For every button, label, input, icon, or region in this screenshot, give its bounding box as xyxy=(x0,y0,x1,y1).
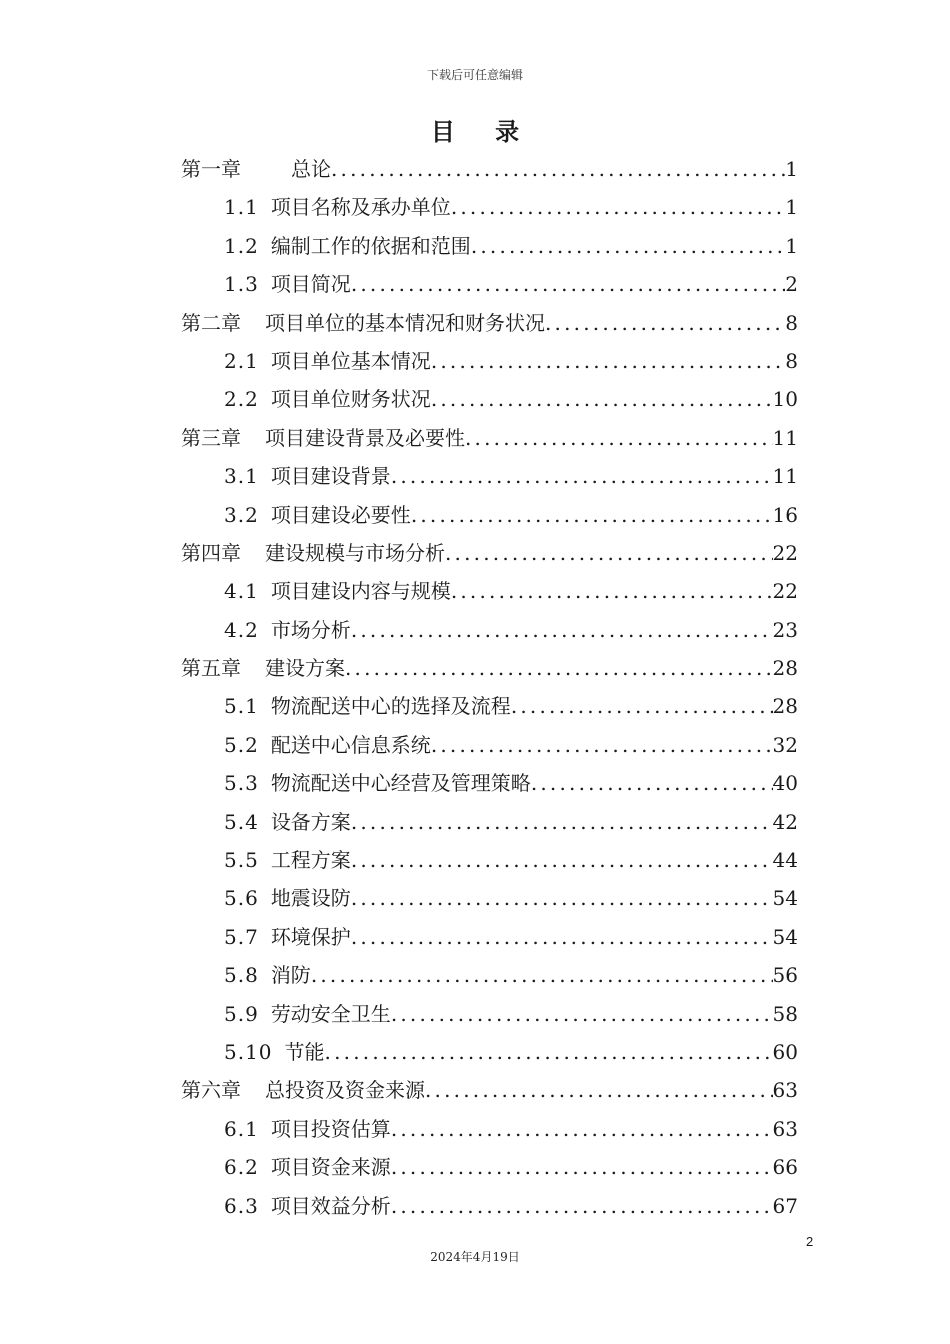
toc-entry-number: 5.9 xyxy=(224,1001,259,1026)
toc-section-entry[interactable] xyxy=(181,726,798,764)
toc-entry-title: 配送中心信息系统 xyxy=(270,732,431,757)
toc-leader-dots xyxy=(531,764,773,802)
toc-section-entry[interactable] xyxy=(181,1187,798,1225)
toc-entry-number: 第二章 xyxy=(181,310,241,335)
toc-entry-label xyxy=(224,1033,325,1071)
toc-entry-label xyxy=(181,1071,425,1109)
toc-page-number: 8 xyxy=(785,348,798,373)
toc-leader-dots xyxy=(445,534,773,572)
toc-section-entry[interactable] xyxy=(181,956,798,994)
toc-page-number: 10 xyxy=(772,387,798,412)
table-of-contents xyxy=(181,150,798,1225)
toc-entry-title: 环境保护 xyxy=(270,924,351,949)
toc-leader-dots xyxy=(351,879,773,917)
toc-entry-label xyxy=(224,956,311,994)
toc-page-number: 1 xyxy=(785,233,798,258)
toc-entry-number: 6.3 xyxy=(224,1193,259,1218)
toc-leader-dots xyxy=(351,803,773,841)
toc-entry-title: 项目单位财务状况 xyxy=(270,387,431,412)
toc-entry-title: 工程方案 xyxy=(270,848,351,873)
toc-entry-label xyxy=(224,687,511,725)
toc-section-entry[interactable] xyxy=(181,764,798,802)
toc-entry-number: 4.2 xyxy=(224,617,259,642)
toc-entry-label xyxy=(224,726,431,764)
toc-entry-number: 5.3 xyxy=(224,771,259,796)
toc-entry-label xyxy=(224,1187,391,1225)
footer-date: 2024年4月19日 xyxy=(430,1250,520,1264)
toc-section-entry[interactable] xyxy=(181,1033,798,1071)
toc-entry-title: 项目资金来源 xyxy=(270,1155,391,1180)
toc-leader-dots xyxy=(471,227,785,265)
toc-entry-label xyxy=(224,265,351,303)
toc-entry-number: 第四章 xyxy=(181,540,241,565)
toc-entry-number: 5.10 xyxy=(224,1039,273,1064)
toc-leader-dots xyxy=(391,1148,773,1186)
toc-entry-title: 物流配送中心的选择及流程 xyxy=(270,694,511,719)
toc-entry-title: 建设方案 xyxy=(265,656,345,681)
toc-page-number: 16 xyxy=(772,502,798,527)
toc-page-number: 60 xyxy=(772,1039,798,1064)
toc-page-number: 54 xyxy=(772,924,798,949)
toc-entry-title: 总论 xyxy=(291,157,331,181)
toc-entry-number: 第五章 xyxy=(181,656,241,681)
toc-entry-title: 项目效益分析 xyxy=(270,1193,391,1218)
toc-section-entry[interactable] xyxy=(181,227,798,265)
toc-leader-dots xyxy=(431,380,773,418)
toc-entry-title: 地震设防 xyxy=(270,886,351,911)
toc-entry-title: 物流配送中心经营及管理策略 xyxy=(270,771,531,796)
toc-entry-label xyxy=(224,764,531,802)
toc-entry-label xyxy=(181,419,465,457)
toc-entry-title: 总投资及资金来源 xyxy=(265,1078,425,1103)
toc-page-number: 54 xyxy=(772,886,798,911)
toc-entry-title: 建设规模与市场分析 xyxy=(265,540,445,565)
toc-entry-title: 项目单位基本情况 xyxy=(270,348,431,373)
toc-page-number: 22 xyxy=(772,579,798,604)
toc-page-number: 56 xyxy=(772,963,798,988)
toc-leader-dots xyxy=(351,265,785,303)
toc-entry-title: 项目建设内容与规模 xyxy=(270,579,451,604)
toc-entry-label xyxy=(224,995,391,1033)
toc-section-entry[interactable] xyxy=(181,188,798,226)
toc-entry-number: 2.2 xyxy=(224,387,259,412)
toc-entry-title: 市场分析 xyxy=(270,617,351,642)
toc-leader-dots xyxy=(425,1071,773,1109)
toc-entry-number: 4.1 xyxy=(224,579,259,604)
toc-entry-title: 项目建设背景及必要性 xyxy=(265,425,465,450)
toc-entry-label xyxy=(224,841,351,879)
toc-entry-label xyxy=(181,150,331,188)
toc-chapter-entry[interactable] xyxy=(181,649,798,687)
toc-section-entry[interactable] xyxy=(181,1110,798,1148)
toc-page-number: 11 xyxy=(772,425,798,450)
toc-entry-title: 节能 xyxy=(284,1039,325,1064)
toc-page-number: 8 xyxy=(785,310,798,335)
toc-section-entry[interactable] xyxy=(181,380,798,418)
toc-leader-dots xyxy=(411,496,773,534)
toc-section-entry[interactable] xyxy=(181,611,798,649)
toc-leader-dots xyxy=(451,572,773,610)
toc-entry-number: 第一章 xyxy=(181,157,241,181)
toc-entry-label xyxy=(224,188,451,226)
toc-page-number: 44 xyxy=(772,848,798,873)
toc-entry-number: 5.7 xyxy=(224,924,259,949)
toc-page-number: 63 xyxy=(772,1116,798,1141)
toc-entry-label xyxy=(181,304,545,342)
toc-page-number: 1 xyxy=(785,195,798,220)
toc-entry-label xyxy=(181,649,345,687)
toc-chapter-entry[interactable] xyxy=(181,304,798,342)
toc-chapter-entry[interactable] xyxy=(181,1071,798,1109)
toc-page-number: 22 xyxy=(772,540,798,565)
toc-section-entry[interactable] xyxy=(181,342,798,380)
toc-leader-dots xyxy=(311,956,773,994)
toc-leader-dots xyxy=(351,918,773,956)
toc-entry-label xyxy=(224,1148,391,1186)
toc-entry-number: 5.1 xyxy=(224,694,259,719)
toc-entry-label xyxy=(224,572,451,610)
toc-entry-title: 项目单位的基本情况和财务状况 xyxy=(265,310,545,335)
toc-leader-dots xyxy=(345,649,773,687)
toc-section-entry[interactable] xyxy=(181,457,798,495)
toc-chapter-entry[interactable] xyxy=(181,534,798,572)
toc-entry-label xyxy=(224,611,351,649)
toc-entry-number: 5.5 xyxy=(224,848,259,873)
toc-section-entry[interactable] xyxy=(181,879,798,917)
toc-entry-title: 项目投资估算 xyxy=(270,1116,391,1141)
toc-entry-number: 1.1 xyxy=(224,195,259,220)
toc-leader-dots xyxy=(391,995,773,1033)
toc-entry-title: 编制工作的依据和范围 xyxy=(270,233,471,258)
header-note: 下载后可任意编辑 xyxy=(426,68,523,82)
toc-entry-number: 6.2 xyxy=(224,1155,259,1180)
toc-chapter-entry[interactable] xyxy=(181,150,798,188)
toc-entry-title: 设备方案 xyxy=(270,809,351,834)
page-number: 2 xyxy=(806,1234,814,1249)
toc-leader-dots xyxy=(451,188,785,226)
toc-section-entry[interactable] xyxy=(181,841,798,879)
toc-page-number: 58 xyxy=(772,1001,798,1026)
toc-page-number: 1 xyxy=(785,157,798,181)
toc-entry-title: 项目名称及承办单位 xyxy=(270,195,451,220)
toc-entry-label xyxy=(224,1110,391,1148)
toc-page-number: 63 xyxy=(772,1078,798,1103)
toc-page-number: 2 xyxy=(785,272,798,297)
toc-title: 目 录 xyxy=(430,117,536,146)
toc-section-entry[interactable] xyxy=(181,918,798,956)
toc-chapter-entry[interactable] xyxy=(181,419,798,457)
toc-section-entry[interactable] xyxy=(181,803,798,841)
toc-page-number: 40 xyxy=(772,771,798,796)
toc-entry-title: 项目简况 xyxy=(270,272,351,297)
toc-entry-label xyxy=(224,803,351,841)
toc-section-entry[interactable] xyxy=(181,1148,798,1186)
toc-entry-number: 1.2 xyxy=(224,233,259,258)
toc-entry-label xyxy=(224,380,431,418)
toc-leader-dots xyxy=(391,457,773,495)
toc-section-entry[interactable] xyxy=(181,572,798,610)
toc-entry-number: 3.1 xyxy=(224,464,259,489)
toc-leader-dots xyxy=(465,419,773,457)
toc-leader-dots xyxy=(391,1110,773,1148)
toc-page-number: 66 xyxy=(772,1155,798,1180)
toc-section-entry[interactable] xyxy=(181,995,798,1033)
toc-page-number: 42 xyxy=(772,809,798,834)
toc-leader-dots xyxy=(351,841,773,879)
toc-entry-number: 5.2 xyxy=(224,732,259,757)
toc-entry-number: 2.1 xyxy=(224,348,259,373)
toc-entry-label xyxy=(224,227,471,265)
toc-entry-label xyxy=(224,496,411,534)
toc-entry-number: 3.2 xyxy=(224,502,259,527)
toc-entry-number: 第三章 xyxy=(181,425,241,450)
toc-entry-number: 5.4 xyxy=(224,809,259,834)
toc-entry-label xyxy=(181,534,445,572)
toc-leader-dots xyxy=(325,1033,773,1071)
toc-section-entry[interactable] xyxy=(181,687,798,725)
toc-page-number: 28 xyxy=(772,656,798,681)
toc-entry-title: 项目建设必要性 xyxy=(270,502,411,527)
toc-entry-number: 5.8 xyxy=(224,963,259,988)
toc-section-entry[interactable] xyxy=(181,265,798,303)
toc-page-number: 32 xyxy=(772,732,798,757)
toc-entry-label xyxy=(224,457,391,495)
toc-leader-dots xyxy=(351,611,773,649)
toc-section-entry[interactable] xyxy=(181,496,798,534)
toc-entry-number: 6.1 xyxy=(224,1116,259,1141)
toc-leader-dots xyxy=(431,342,785,380)
toc-page-number: 67 xyxy=(772,1193,798,1218)
toc-entry-title: 消防 xyxy=(270,963,311,988)
toc-entry-number: 第六章 xyxy=(181,1078,241,1103)
toc-leader-dots xyxy=(511,687,773,725)
toc-leader-dots xyxy=(545,304,785,342)
toc-page-number: 28 xyxy=(772,694,798,719)
toc-leader-dots xyxy=(391,1187,773,1225)
toc-entry-label xyxy=(224,879,351,917)
toc-entry-title: 劳动安全卫生 xyxy=(270,1001,391,1026)
toc-leader-dots xyxy=(431,726,773,764)
toc-entry-label xyxy=(224,918,351,956)
toc-page-number: 23 xyxy=(772,617,798,642)
toc-entry-number: 1.3 xyxy=(224,272,259,297)
toc-entry-title: 项目建设背景 xyxy=(270,464,391,489)
toc-leader-dots xyxy=(331,150,785,188)
toc-entry-number: 5.6 xyxy=(224,886,259,911)
toc-entry-label xyxy=(224,342,431,380)
toc-page-number: 11 xyxy=(772,464,798,489)
